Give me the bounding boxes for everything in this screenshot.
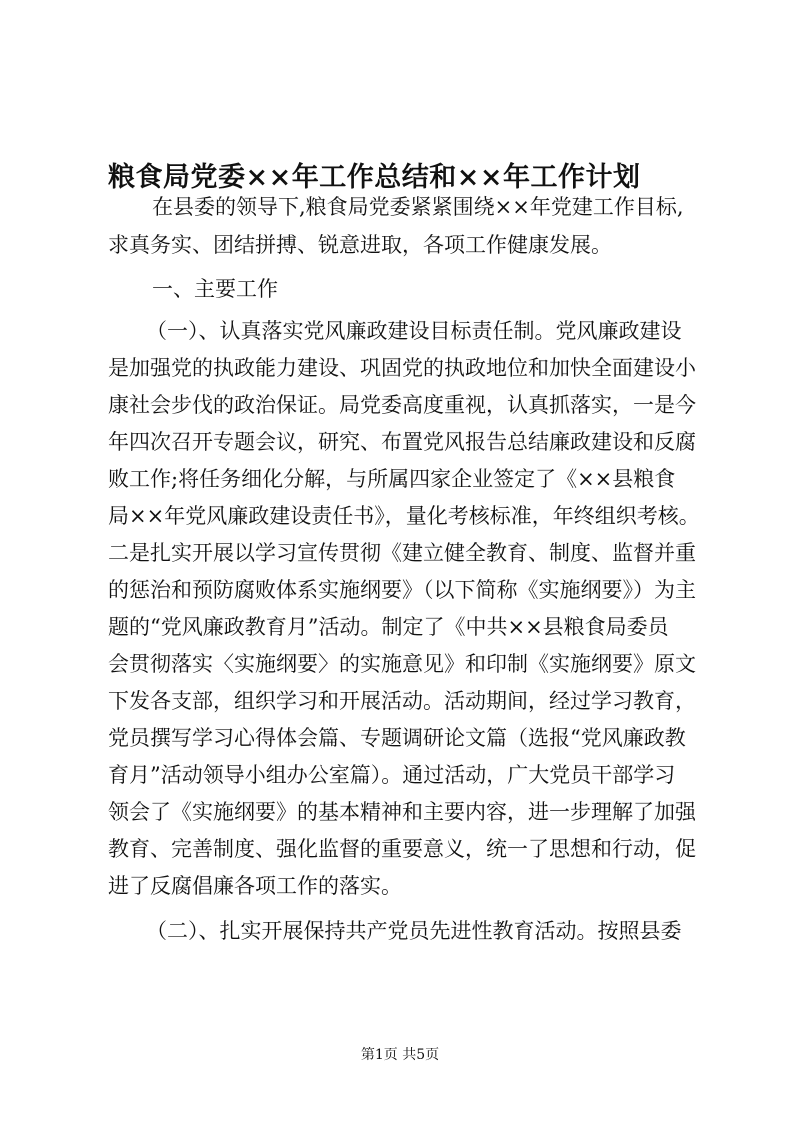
paragraph-line: 教育、完善制度、强化监督的重要意义，统一了思想和行动，促 [108,837,696,861]
paragraph-line: 二是扎实开展以学习宣传贯彻《建立健全教育、制度、监督并重 [108,541,696,565]
paragraph-line: 下发各支部，组织学习和开展活动。活动期间，经过学习教育， [108,689,696,713]
paragraph-line: 康社会步伐的政治保证。局党委高度重视，认真抓落实，一是今 [108,393,696,417]
paragraph-line: 题的“党风廉政教育月”活动。制定了《中共××县粮食局委员 [108,615,669,639]
paragraph-line: 败工作;将任务细化分解，与所属四家企业签定了《××县粮食 [108,467,676,491]
paragraph-line: 局××年党风廉政建设责任书》，量化考核标准，年终组织考核。 [108,504,700,528]
paragraph-line: 求真务实、团结拼搏、锐意进取，各项工作健康发展。 [108,233,612,257]
paragraph-line: 党员撰写学习心得体会篇、专题调研论文篇（选报“党风廉政教 [108,726,686,750]
page-number: 第1页 共5页 [360,1047,440,1063]
paragraph-line: （一）、认真落实党风廉政建设目标责任制。党风廉政建设 [146,319,682,343]
section-heading: 一、主要工作 [152,277,278,301]
paragraph-line: 进了反腐倡廉各项工作的落实。 [108,874,402,898]
paragraph-line: 的惩治和预防腐败体系实施纲要》（以下简称《实施纲要》）为主 [108,578,696,602]
paragraph-line: 年四次召开专题会议，研究、布置党风报告总结廉政建设和反腐 [108,430,696,454]
paragraph-line: 会贯彻落实〈实施纲要〉的实施意见》和印制《实施纲要》原文 [108,652,696,676]
page-title: 粮食局党委××年工作总结和××年工作计划 [108,162,641,194]
paragraph-line: 是加强党的执政能力建设、巩固党的执政地位和加快全面建设小 [108,356,696,380]
paragraph-line: 育月”活动领导小组办公室篇）。通过活动，广大党员干部学习 [108,763,676,787]
paragraph-line: 在县委的领导下,粮食局党委紧紧围绕××年党建工作目标, [152,195,684,219]
paragraph-line: （二）、扎实开展保持共产党员先进性教育活动。按照县委 [146,919,682,943]
paragraph-line: 领会了《实施纲要》的基本精神和主要内容，进一步理解了加强 [108,800,696,824]
